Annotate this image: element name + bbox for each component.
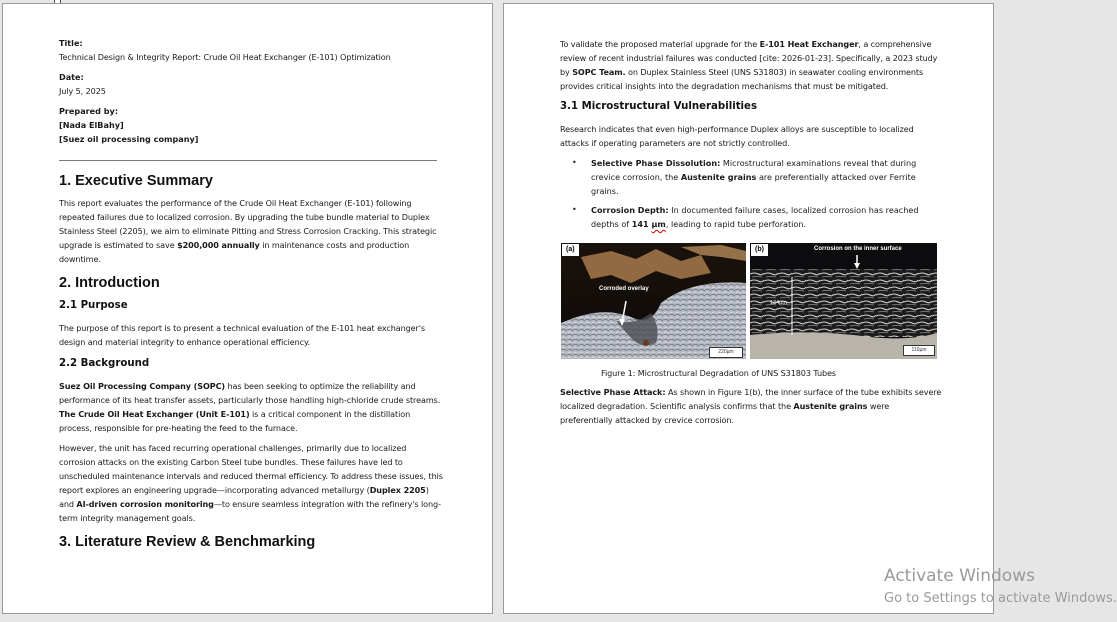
- bold-run: Austenite grains: [793, 401, 868, 411]
- corroded-overlay-annotation: Corroded overlay: [599, 286, 649, 292]
- bold-run: E-101 Heat Exchanger: [759, 39, 859, 49]
- text-run: are preferentially attacked over Ferrite grains.: [591, 172, 916, 196]
- purpose-heading: 2.1 Purpose: [59, 300, 128, 311]
- spelling-error-word[interactable]: µm: [651, 219, 666, 229]
- bold-run: 141: [631, 219, 652, 229]
- figure-1b-micrograph: [750, 243, 937, 359]
- date-value: July 5, 2025: [59, 86, 106, 96]
- executive-summary-section: [59, 172, 445, 266]
- date-label: Date:: [59, 72, 84, 82]
- background-heading: 2.2 Background: [59, 358, 150, 369]
- figure-caption-block: [560, 366, 942, 427]
- bold-run: The Crude Oil Heat Exchanger (Unit E-101): [59, 409, 250, 419]
- microstructural-text: Research indicates that even high-performance Duplex alloys are susceptible to localized attacks if operating parameters are not strictly controlled.: [560, 124, 914, 148]
- literature-intro-text: [560, 37, 942, 93]
- literature-section: [59, 533, 445, 551]
- prepared-by-label: Prepared by:: [59, 106, 119, 116]
- bold-run: Selective Phase Attack:: [560, 387, 666, 397]
- text-run: , a comprehensive review of recent industrial failures was conducted [cite: 2026-01-23]. Specifically, a 2023 study by: [560, 39, 938, 77]
- corrosion-depth-annotation: 134µm: [770, 300, 787, 306]
- bullet-title: Selective Phase Dissolution:: [591, 158, 721, 168]
- text-run: ) and: [59, 485, 429, 509]
- text-run: —to ensure seamless integration with the refinery's long-term integrity management goals.: [59, 499, 441, 523]
- purpose-text: The purpose of this report is to present a technical evaluation of the E-101 heat exchanger's design and material integrity to enhance operational efficiency.: [59, 323, 426, 347]
- figure-caption: Figure 1: Microstructural Degradation of UNS S31803 Tubes: [601, 368, 837, 378]
- executive-summary-heading: 1. Executive Summary: [59, 173, 213, 189]
- bold-run: SOPC Team.: [572, 67, 626, 77]
- background-paragraph-2: [59, 441, 445, 525]
- figure-1a-micrograph: [561, 243, 746, 359]
- microstructural-heading: 3.1 Microstructural Vulnerabilities: [560, 101, 758, 112]
- text-run: In documented failure cases, localized corrosion has reached depths of: [591, 205, 919, 229]
- scale-bar-b: 110µm: [903, 345, 935, 356]
- report-meta: [59, 36, 445, 146]
- text-run: As shown in Figure 1(b), the inner surface of the tube exhibits severe localized degradation. Scientific analysis confirms that the: [560, 387, 942, 411]
- vulnerability-list: [560, 156, 942, 231]
- bold-run: AI-driven corrosion monitoring: [76, 499, 214, 509]
- inner-surface-annotation: Corrosion on the inner surface: [814, 246, 902, 252]
- figure-a-label: (a): [562, 244, 579, 256]
- horizontal-rule: [59, 160, 437, 161]
- prepared-by-company: [Suez oil processing company]: [59, 134, 199, 144]
- bold-run: Austenite grains: [680, 172, 757, 182]
- title-value: Technical Design & Integrity Report: Crude Oil Heat Exchanger (E-101) Optimization: [59, 52, 391, 62]
- title-label: Title:: [59, 38, 83, 48]
- list-item: [560, 203, 942, 231]
- introduction-section: [59, 274, 445, 525]
- bold-run: Suez Oil Processing Company (SOPC): [59, 381, 226, 391]
- introduction-heading: 2. Introduction: [59, 275, 160, 291]
- text-run: Microstructural examinations reveal that during crevice corrosion, the: [591, 158, 917, 182]
- prepared-by-name: [Nada ElBahy]: [59, 120, 124, 130]
- text-run: on Duplex Stainless Steel (UNS S31803) in seawater cooling environments provides critical insights into the degradation mechanisms that must be mitigated.: [560, 67, 924, 91]
- bullet-title: Corrosion Depth:: [591, 205, 669, 215]
- text-run: is a critical component in the distillation process, responsible for pre-heating the feed to the furnace.: [59, 409, 411, 433]
- list-item: [560, 156, 942, 198]
- activate-windows-subtitle: Go to Settings to activate Windows.: [884, 591, 1117, 606]
- scale-bar-a: 220µm: [709, 347, 743, 358]
- text-run: This report evaluates the performance of the Crude Oil Heat Exchanger (E-101) following repeated failures due to localized corrosion. By upgrading the tube bundle material to Duplex Stainless Steel (2205), we aim to eliminate Pitting and Stress Corrosion Cracking. This strategic upgrade is estimated to save: [59, 198, 437, 250]
- activate-windows-title: Activate Windows: [884, 566, 1035, 586]
- document-page-1[interactable]: [2, 3, 493, 614]
- bold-run: Duplex 2205: [369, 485, 426, 495]
- text-run: has been seeking to optimize the reliability and performance of its heat transfer assets, particularly those handling high-chloride crude streams.: [59, 381, 441, 405]
- literature-intro: [560, 37, 942, 236]
- executive-summary-text: [59, 196, 445, 266]
- figure-b-label: (b): [751, 244, 768, 256]
- document-page-2[interactable]: [503, 3, 994, 614]
- literature-heading: 3. Literature Review & Benchmarking: [59, 534, 316, 550]
- text-run: were preferentially attacked by crevice corrosion.: [560, 401, 890, 425]
- text-run: To validate the proposed material upgrade for the: [560, 39, 760, 49]
- text-run: in maintenance costs and production downtime.: [59, 240, 410, 264]
- selective-phase-attack-text: [560, 385, 942, 427]
- background-paragraph-1: [59, 379, 445, 435]
- text-run: , leading to rapid tube perforation.: [665, 219, 807, 229]
- micrograph-a-image: [561, 243, 746, 359]
- savings-highlight: $200,000 annually: [177, 240, 260, 250]
- text-run: However, the unit has faced recurring operational challenges, primarily due to localized corrosion attacks on the existing Carbon Steel tube bundles. These failures have led to unscheduled maintenance intervals and reduced thermal efficiency. To address these issues, this report explores an engineering upgrade—incorporating advanced metallurgy (: [59, 443, 443, 495]
